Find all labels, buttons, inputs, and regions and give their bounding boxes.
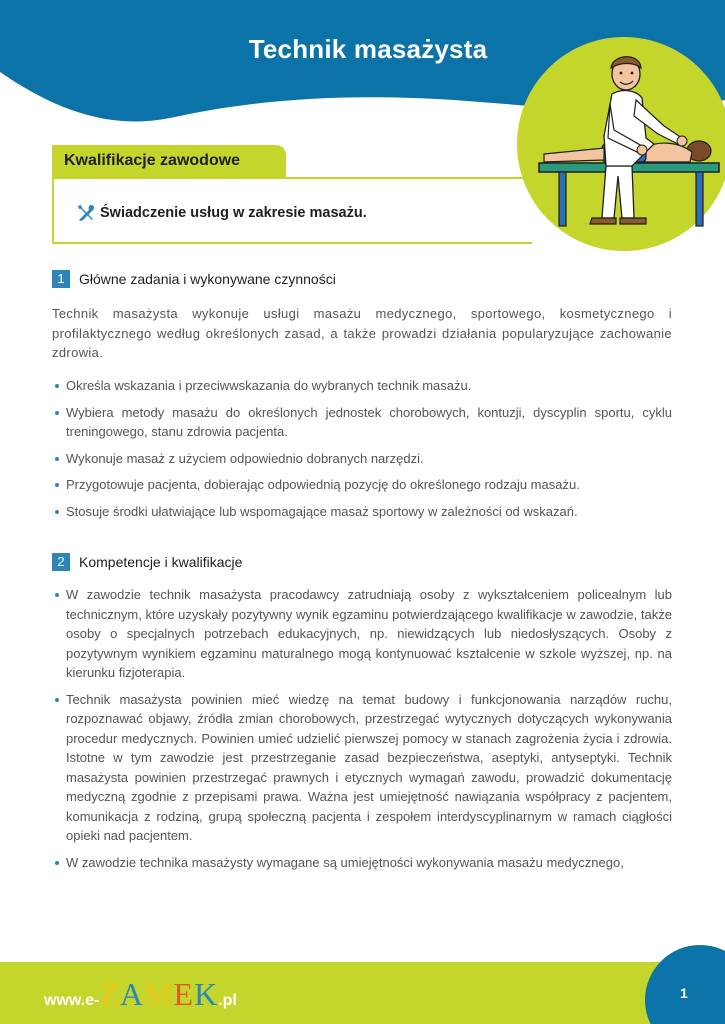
list-item: W zawodzie technik masażysta pracodawcy zatrudniają osoby z wykształceniem policealnym lub technicznym, które uzyskały pozytywny wynik egzaminu potwierdzającego kwalifikacje w zawodzie, także osoby o specjalnych potrzebach edukacyjnych, np. niewidzących lub niedosłyszących. Osoby z pozytywnym wynikiem egzaminu maturalnego mogą kontynuować kształcenie w szkole wyższej, np. na kierunku fizjoterapia. (52, 585, 672, 683)
section-2-title: Kompetencje i kwalifikacje (79, 554, 243, 570)
section-2-number: 2 (52, 553, 70, 571)
list-item: Stosuje środki ułatwiające lub wspomagające masaż sportowy w zależności od wskazań. (52, 502, 672, 522)
masseur-illustration (514, 26, 725, 256)
footer-url[interactable] (44, 976, 237, 1013)
list-item: Technik masażysta powinien mieć wiedzę na temat budowy i funkcjonowania narządów ruchu, rozpoznawać objawy, źródła zmian chorobowych, przestrzegać wytycznych dotyczących wykonywania procedur medycznych. Powinien umieć udzielić pierwszej pomocy w stanach zagrożenia życia i zdrowia. Istotne w tym zawodzie jest przestrzeganie zasad bezpieczeństwa, aseptyki, antyseptyki. Technik masażysta powinien przestrzegać prawnych i etycznych wymagań zawodu, prowadzić dokumentację medyczną zgodnie z przepisami prawa. Ważna jest umiejętność nawiązania współpracy z pacjentem, komunikacja z rodziną, grupą społeczną pacjenta i zespołem interdyscyplinarnym w ramach ciągłości opieki nad pacjentem. (52, 690, 672, 846)
section-1-intro: Technik masażysta wykonuje usługi masażu medycznego, sportowego, kosmetycznego i profilaktycznego według określonych zasad, a także prowadzi działania popularyzujące zachowanie zdrowia. (52, 306, 672, 360)
qualification-item (76, 203, 367, 223)
section-1-header (52, 270, 336, 288)
qualifications-heading: Kwalifikacje zawodowe (64, 152, 241, 169)
qualifications-box (52, 145, 532, 245)
section-2-header (52, 553, 242, 571)
section-1-title: Główne zadania i wykonywane czynności (79, 271, 336, 287)
page-number: 1 (680, 985, 688, 1001)
list-item: Określa wskazania i przeciwwskazania do wybranych technik masażu. (52, 376, 672, 396)
url-suffix: .pl (218, 992, 237, 1009)
section-1-list (52, 376, 672, 528)
list-item: Wybiera metody masażu do określonych jednostek chorobowych, kontuzji, dyscyplin sportu, cyklu treningowego, stanu zdrowia pacjenta. (52, 403, 672, 442)
list-item: Wykonuje masaż z użyciem odpowiednio dobranych narzędzi. (52, 449, 672, 469)
url-prefix: www.e- (44, 992, 100, 1009)
qualification-text: Świadczenie usług w zakresie masażu. (100, 205, 367, 221)
section-1-number: 1 (52, 270, 70, 288)
qualifications-tab (52, 145, 286, 177)
page-title: Technik masażysta (248, 34, 488, 64)
list-item: Przygotowuje pacjenta, dobierając odpowiednią pozycję do określonego rodzaju masażu. (52, 475, 672, 495)
section-2-list (52, 585, 672, 879)
brand-logo: ZAMEK (99, 976, 219, 1012)
tools-icon (76, 203, 96, 223)
qualifications-frame (52, 177, 532, 244)
list-item: W zawodzie technika masażysty wymagane są umiejętności wykonywania masażu medycznego, (52, 853, 672, 873)
